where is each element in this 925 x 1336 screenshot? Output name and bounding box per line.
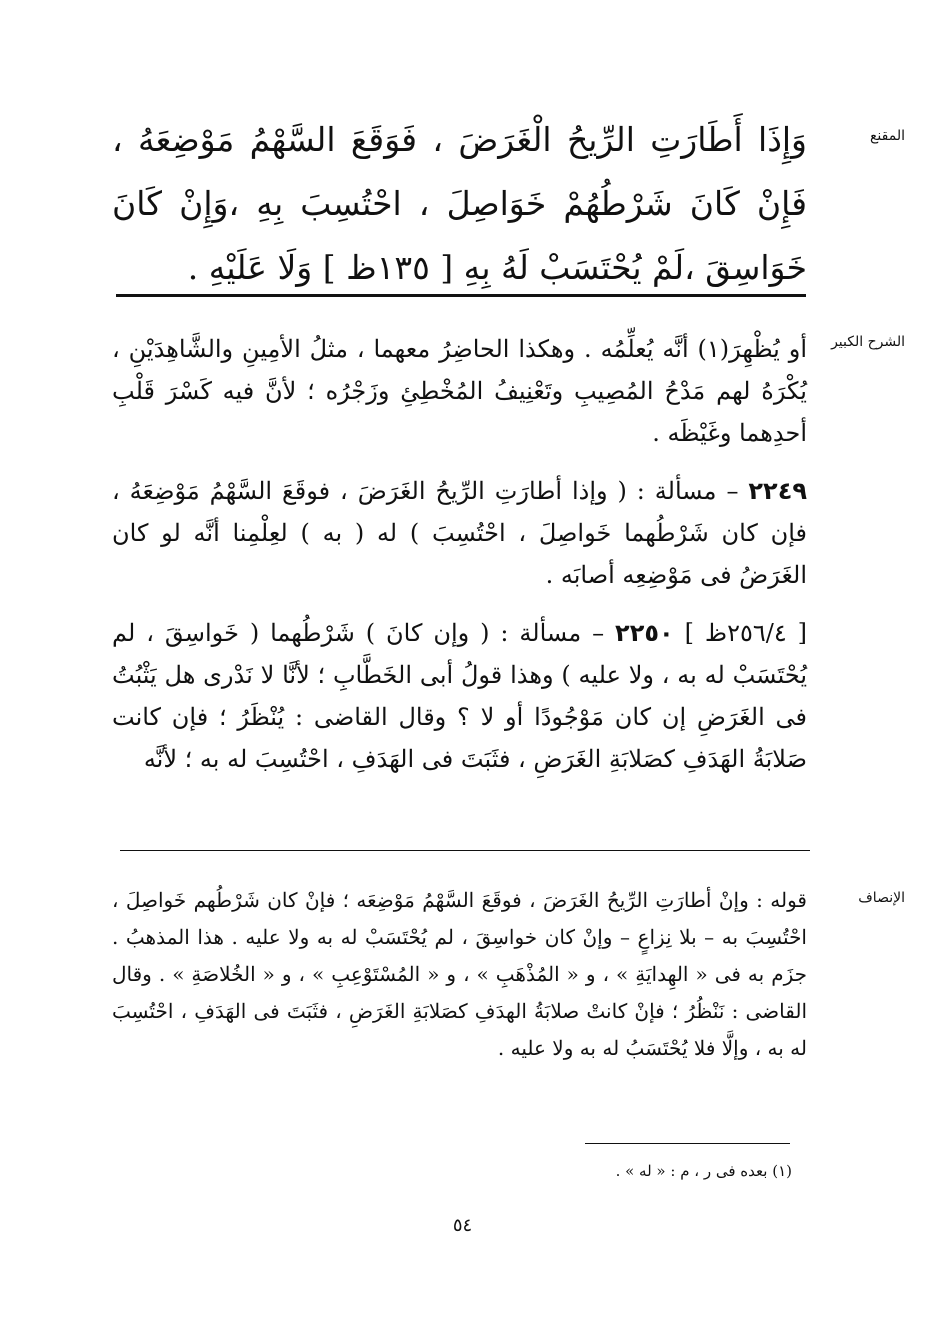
sharh-paragraph-2	[112, 470, 807, 596]
label-insaf: الإنصاف	[858, 890, 905, 906]
insaf-text: قوله : وإنْ أطارَتِ الرِّيحُ الغَرَضَ ، فوقَعَ السَّهْمُ مَوْضِعَه ؛ فإنْ كان شَرْطُهم خَواصِلَ ، احْتُسِبَ به – بلا نِزاعٍ – وإنْ كان خواسِقَ ، لم يُحْتَسَبْ له به ولا عليه . هذا المذهبُ . جزَم به فى « الهِدايَةِ » ، و « المُذْهَبِ » ، و « المُسْتَوْعِبِ » ، و « الخُلاصَةِ » . وقال القاضى : نَنْظُرُ ؛ فإنْ كانتْ صلابَةُ الهدَفِ كصَلابَةِ الغَرَضِ ، فثَبَتَ فى الهَدَفِ ، احْتُسِبَ له به ، وإلَّا فلا يُحْتَسَبُ له به ولا عليه .	[112, 888, 807, 1060]
issue-number-2250: ٢٢٥٠	[615, 619, 674, 647]
sharh-paragraph-3-text: – مسألة : ( وإن كانَ ) شَرْطُهما ( خَواسِقَ ، لم يُحْتَسَبْ له به ، ولا عليه ) وهذا قولُ أبى الخَطَّابِ ؛ لأنَّا لا نَدْرى هل يَثْبُتُ فى الغَرَضِ إن كان مَوْجُودًا أو لا ؟ وقال القاضى : يُنْظَرُ ؛ فإن كانت صَلابَةُ الهَدَفِ كصَلابَةِ الغَرَضِ ، فثَبَتَ فى الهَدَفِ ، احْتُسِبَ له به ؛ لأنَّه	[112, 619, 807, 773]
footnote: (١) بعده فى ر ، م : « له » .	[615, 1162, 792, 1180]
section-divider-thin	[120, 850, 810, 851]
section-divider-thick	[116, 294, 806, 297]
label-muqni: المقنع	[869, 128, 905, 144]
sharh-paragraph-3	[112, 612, 807, 780]
sharh-paragraph-1: أو يُظْهِرَ(١) أنَّه يُعلِّمُه . وهكذا الحاضِرُ معهما ، مثلُ الأمِينِ والشَّاهِدَيْنِ ، يُكْرَهُ لهم مَدْحُ المُصِيبِ وتَعْنِيفُ المُخْطِئِ وزَجْرُه ؛ لأنَّ فيه كَسْرَ قَلْبِ أحدِهما وغَيْظَه .	[112, 335, 807, 447]
sharh-paragraph-2-text: – مسألة : ( وإذا أطارَتِ الرِّيحُ الغَرَضَ ، فوقَعَ السَّهْمُ مَوْضِعَهُ ، فإن كان شَرْطُهما خَواصِلَ ، احْتُسِبَ ) له ( به ) لعِلْمِنا أنَّه لو كان الغَرَضُ فى مَوْضِعِه أصابَه .	[112, 477, 807, 589]
sharh-text-block	[112, 328, 807, 780]
page-number: ٥٤	[452, 1215, 473, 1236]
footnote-rule	[585, 1143, 790, 1144]
manuscript-ref: [ ٢٥٦/٤ظ ]	[684, 619, 808, 647]
label-sharh: الشرح الكبير	[831, 334, 905, 350]
muqni-text-block	[112, 108, 807, 300]
insaf-text-block	[112, 882, 807, 1067]
muqni-text: وَإِذَا أَطَارَتِ الرِّيحُ الْغَرَضَ ، فَوَقَعَ السَّهْمُ مَوْضِعَهُ ، فَإِنْ كَانَ شَرْطُهُمْ خَوَاصِلَ ، احْتُسِبَ بِهِ ،وَإِنْ كَانَ خَوَاسِقَ ،لَمْ يُحْتَسَبْ لَهُ بِهِ [ ١٣٥ظ ] وَلَا عَلَيْهِ .	[112, 120, 807, 287]
issue-number-2249: ٢٢٤٩	[748, 477, 807, 505]
